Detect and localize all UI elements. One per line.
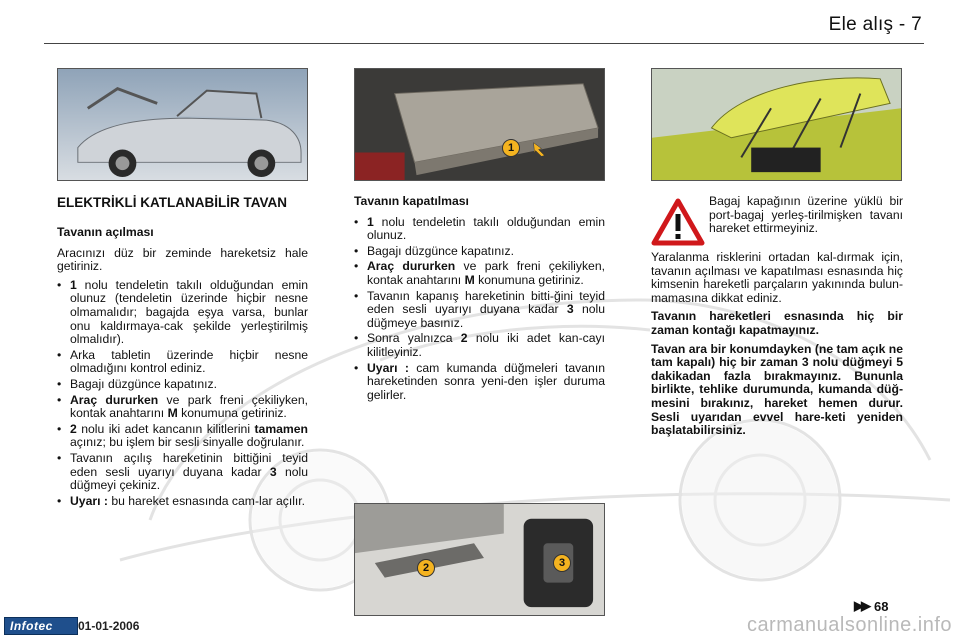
opening-subheading: Tavanın açılması [57,225,154,239]
list-item: • 1 nolu tendeletin takılı olduğundan emin olunuz. [354,216,605,243]
watermark: carmanualsonline.info [746,614,952,636]
intermediate-position-warning: Tavan ara bir konumdayken (ne tam açık ne tam kapalı) hiç bir zaman 3 nolu düğmeyi 5 dakikadan fazla bırakmayınız. Bununla birlikte, tehlike durumunda, kumanda düğ-mesini bırakınız, hareket hemen durur. Sesli uyarıdan evvel hare-keti yeniden başlatabilirsiniz. [651,341,903,438]
photo-label-3: 3 [553,554,571,572]
fast-forward-icon: ▶▶ [854,598,868,613]
list-item: • 1 nolu tendeletin takılı olduğundan emin olunuz (tendeletin üzerinde hiçbir nesne olmamalıdır; bagajda eşya varsa, bunlar onu kaldırmaya-cak şekilde yerleştirilmiş olmalıdır). [57,279,308,347]
photo-label-2: 2 [417,559,435,577]
column-warnings [651,195,903,443]
page-title: Ele alış - 7 [828,14,922,35]
section-heading: ELEKTRİKLİ KATLANABİLİR TAVAN [57,195,287,210]
opening-intro: Aracınızı düz bir zeminde hareketsiz hale getiriniz. [57,245,308,274]
page-reference[interactable] [854,598,888,614]
list-item: • Tavanın açılış hareketinin bittiğini teyid eden sesli uyarıyı duyana kadar 3 nolu düğmeyi çekiniz. [57,452,308,493]
list-item: • Arka tabletin üzerinde hiçbir nesne olmadığını kontrol ediniz. [57,349,308,376]
list-item: • Bagajı düzgünce kapatınız. [354,245,605,259]
warning-triangle-icon [651,197,705,247]
list-item: • Uyarı : bu hareket esnasında cam-lar açılır. [57,495,308,509]
photo-interior-controls [354,503,605,616]
list-item: • Uyarı : cam kumanda düğmeleri tavanın hareketinden sonra yeni-den işler duruma gelirler. [354,362,605,403]
page-reference-number: 68 [874,598,889,614]
photo-trunk-tendelet [354,68,605,181]
ignition-warning: Tavanın hareketleri esnasında hiç bir zaman kontağı kapatmayınız. [651,309,903,337]
opening-steps [57,279,308,509]
closing-steps [354,216,605,403]
list-item: • Tavanın kapanış hareketinin bitti-ğini teyid eden sesli uyarıyı duyana kadar 3 nolu düğmeye basınız. [354,290,605,331]
column-opening [57,195,308,510]
warning-text: Bagaj kapağının üzerine yüklü bir port-bagaj yerleş-tirilmişken tavanı hareket ettirmeyiniz. [709,194,903,236]
column-closing [354,195,605,404]
list-item: • Bagajı düzgünce kapatınız. [57,378,308,392]
list-item: • 2 nolu iki adet kancanın kilitlerini tamamen açınız; bu işlem bir sesli sinyalle doğrulanır. [57,423,308,450]
list-item: • Araç dururken ve park freni çekiliyken, kontak anahtarını M konumuna getiriniz. [57,394,308,421]
photo-car-roof-opening [57,68,308,181]
list-item: • Araç dururken ve park freni çekiliyken, kontak anahtarını M konumuna getiriniz. [354,260,605,287]
header-divider [44,43,924,44]
safety-paragraph: Yaralanma risklerini ortadan kal-dırmak için, tavanın açılması ve kapatılması esnasında hiç kimsenin hareketli parçaların yakınında bulun-mamasına dikkat ediniz. [651,250,903,305]
infotec-logo: Infotec [4,617,78,635]
closing-subheading: Tavanın kapatılması [354,194,469,208]
warning-block [651,195,903,247]
photo-roof-mechanism [651,68,902,181]
photo-label-1: 1 [502,139,520,157]
list-item: • Sonra yalnızca 2 nolu iki adet kan-cayı kilitleyiniz. [354,332,605,359]
footer-date: 01-01-2006 [78,619,140,633]
